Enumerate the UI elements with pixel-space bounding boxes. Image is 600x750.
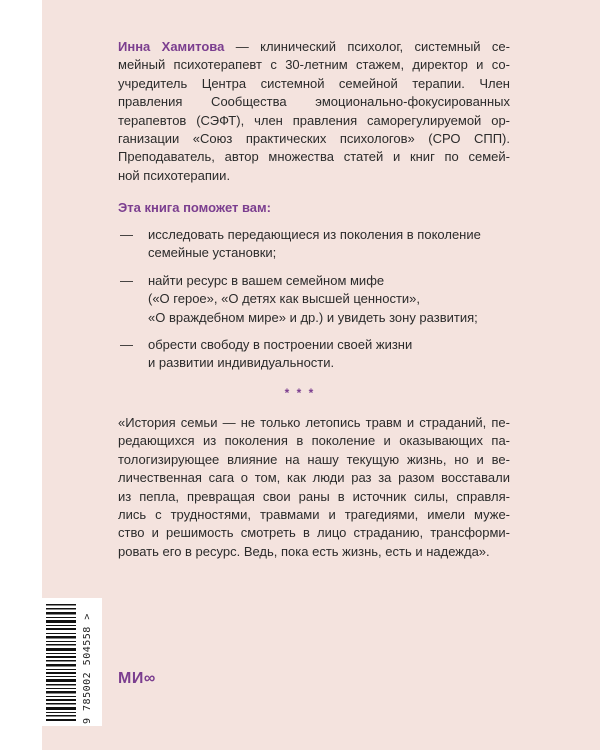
list-item bbox=[118, 272, 510, 327]
bio-line: мейный психотерапевт с 30-летним стажем, директор и со- bbox=[118, 57, 510, 73]
bio-line-1: — клинический психолог, системный се- bbox=[224, 39, 510, 54]
bio-line: учредитель Центра системной семейной терапии. Член bbox=[118, 75, 510, 91]
barcode bbox=[42, 598, 102, 726]
list-item-line: исследовать передающиеся из поколения в поколение bbox=[148, 227, 481, 242]
quote-line: ровать его в ресурс. Ведь, пока есть жизнь, есть и надежда». bbox=[118, 543, 490, 559]
quote-line: из пепла, превращая свои раны в источник силы, справля- bbox=[118, 488, 510, 504]
bio-line: правления Сообщества эмоционально-фокусированных bbox=[118, 94, 510, 110]
bio-line: ной психотерапии. bbox=[118, 167, 231, 183]
list-item-line: «О враждебном мире» и др.) и увидеть зону развития; bbox=[148, 309, 478, 325]
dash-bullet: — bbox=[120, 337, 133, 353]
quote-line: редающихся из поколения в поколение и оказывающих па- bbox=[118, 433, 510, 449]
author-bio bbox=[118, 38, 510, 185]
benefits-heading: Эта книга поможет вам: bbox=[118, 200, 271, 215]
bio-line: терапевтов (СЭФТ), член правления саморегулируемой ор- bbox=[118, 112, 510, 128]
quote-line: лись с трудностями, травмами и трагедиями, имели муже- bbox=[118, 507, 510, 523]
list-item-line: и развитии индивидуальности. bbox=[148, 355, 335, 371]
list-item-line: семейные установки; bbox=[148, 245, 277, 261]
quote-line: тологизирующее влияние на нашу текущую жизнь, но и ве- bbox=[118, 451, 510, 467]
quote-line: «История семьи — не только летопись травм и страданий, пе- bbox=[118, 415, 510, 430]
bio-line: ганизации «Союз практических психологов» (СРО СПП). bbox=[118, 131, 510, 147]
isbn-number: 9 785002 504558 > bbox=[82, 613, 93, 724]
bio-line: Преподаватель, автор множества статей и книг по семей- bbox=[118, 149, 510, 165]
section-separator: * * * bbox=[284, 386, 316, 400]
dash-bullet: — bbox=[120, 227, 133, 242]
publisher-logo: МИ∞ bbox=[118, 670, 156, 687]
list-item-line: обрести свободу в построении своей жизни bbox=[148, 337, 413, 353]
list-item-line: («О герое», «О детях как высшей ценности», bbox=[148, 291, 421, 307]
benefits-list bbox=[118, 226, 510, 382]
list-item bbox=[118, 336, 510, 373]
dash-bullet: — bbox=[120, 272, 133, 288]
author-name: Инна Хамитова bbox=[118, 39, 225, 54]
list-item-line: найти ресурс в вашем семейном мифе bbox=[148, 272, 385, 288]
quote-block bbox=[118, 414, 510, 561]
list-item bbox=[118, 226, 510, 263]
barcode-bars bbox=[46, 602, 76, 722]
quote-line: личественная сага о том, как люди раз за разом восставали bbox=[118, 470, 510, 486]
quote-line: ство и решимость смотреть в лицо страданию, трансформи- bbox=[118, 525, 510, 541]
